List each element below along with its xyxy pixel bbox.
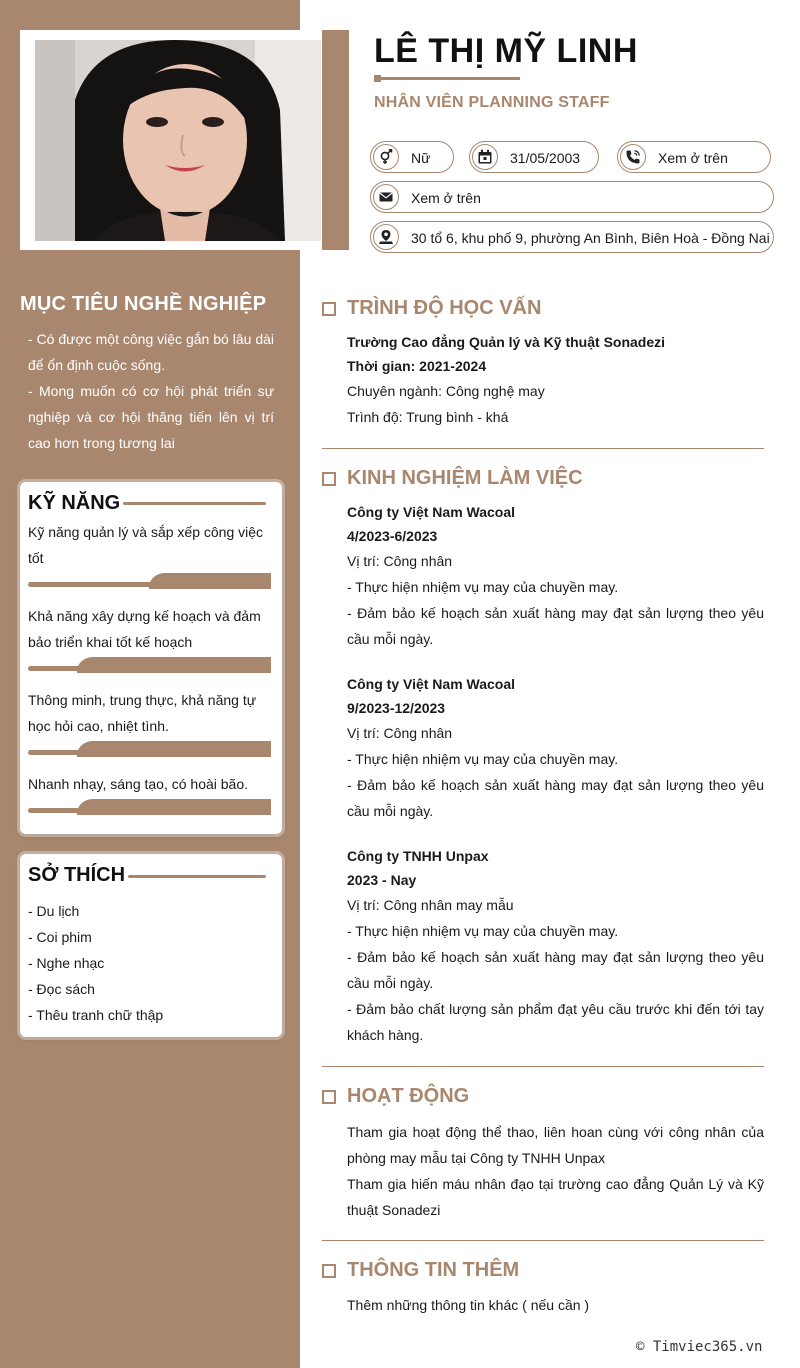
objective-body — [28, 326, 274, 456]
job-entry — [347, 844, 764, 1048]
job-duty: - Thực hiện nhiệm vụ may của chuyền may. — [347, 579, 619, 595]
phone-field[interactable] — [617, 141, 771, 173]
job-company: Công ty Việt Nam Wacoal — [347, 504, 516, 520]
job-company: Công ty TNHH Unpax — [347, 848, 489, 864]
skill-label: Khả năng xây dựng kế hoạch và đảm bảo triển khai tốt kế hoạch — [28, 608, 261, 650]
section-marker — [322, 1090, 336, 1104]
phone-value: Xem ở trên — [658, 150, 728, 166]
job-duty: - Đảm bảo kế hoạch sản xuất hàng may đạt sản lượng theo yêu cầu mỗi ngày. — [347, 605, 764, 647]
section-marker — [322, 1264, 336, 1278]
additional-text: Thêm những thông tin khác ( nếu cần ) — [347, 1297, 590, 1313]
skill-label: Nhanh nhạy, sáng tạo, có hoài bão. — [28, 776, 249, 792]
candidate-name: LÊ THỊ MỸ LINH — [374, 32, 638, 70]
calendar-icon — [472, 144, 498, 170]
activities-title: HOẠT ĐỘNG — [347, 1085, 470, 1107]
job-duty: - Đảm bảo kế hoạch sản xuất hàng may đạt sản lượng theo yêu cầu mỗi ngày. — [347, 777, 764, 819]
job-position: Vị trí: Công nhân — [347, 725, 453, 741]
education-block — [347, 330, 764, 430]
name-underline-dot — [374, 75, 381, 82]
skill-level-bar — [28, 657, 271, 673]
email-value: Xem ở trên — [411, 190, 481, 206]
photo-accent-bar — [322, 30, 349, 250]
objective-line: - Mong muốn có cơ hội phát triển sự nghiệp và cơ hội thăng tiến lên vị trí cao hơn trong tương lai — [28, 383, 274, 451]
gender-icon — [373, 144, 399, 170]
location-pin-icon — [373, 224, 399, 250]
skill-bar-fill — [77, 741, 271, 757]
job-period: 4/2023-6/2023 — [347, 528, 438, 544]
name-underline — [374, 77, 520, 80]
job-duty: - Đảm bảo chất lượng sản phẩm đạt yêu cầu trước khi đến tới tay khách hàng. — [347, 1001, 764, 1043]
address-field — [370, 221, 774, 253]
gender-field — [370, 141, 454, 173]
school-name: Trường Cao đẳng Quản lý và Kỹ thuật Sonadezi — [347, 334, 666, 350]
list-item: - Coi phim — [28, 929, 92, 945]
watermark: © Timviec365.vn — [636, 1339, 763, 1355]
skill-level-bar — [28, 799, 271, 815]
activity-line: Tham gia hiến máu nhân đạo tại trường cao đẳng Quản Lý và Kỹ thuật Sonadezi — [347, 1176, 764, 1218]
job-position: Vị trí: Công nhân — [347, 553, 453, 569]
gender-value: Nữ — [411, 150, 431, 166]
skill-level-bar — [28, 741, 271, 757]
section-divider — [322, 1240, 764, 1241]
activities-block — [347, 1119, 764, 1223]
list-item: - Nghe nhạc — [28, 955, 105, 971]
mail-icon — [373, 184, 399, 210]
job-period: 9/2023-12/2023 — [347, 700, 446, 716]
avatar — [35, 40, 321, 241]
job-company: Công ty Việt Nam Wacoal — [347, 676, 516, 692]
list-item: - Du lịch — [28, 903, 80, 919]
education-title: TRÌNH ĐỘ HỌC VẤN — [347, 297, 542, 319]
objective-title: MỤC TIÊU NGHỀ NGHIỆP — [20, 293, 267, 315]
education-grade: Trình độ: Trung bình - khá — [347, 409, 509, 425]
skill-label: Kỹ năng quản lý và sắp xếp công việc tốt — [28, 524, 264, 566]
education-time: Thời gian: 2021-2024 — [347, 358, 487, 374]
skills-title-line — [123, 502, 266, 505]
experience-title: KINH NGHIỆM LÀM VIỆC — [347, 467, 583, 489]
additional-title: THÔNG TIN THÊM — [347, 1259, 520, 1281]
section-marker — [322, 302, 336, 316]
section-marker — [322, 472, 336, 486]
avatar-illustration — [35, 40, 321, 241]
job-title: NHÂN VIÊN PLANNING STAFF — [374, 94, 610, 111]
activity-line: Tham gia hoạt động thể thao, liên hoan cùng với công nhân của phòng may mẫu tại Công ty TNHH Unpax — [347, 1124, 764, 1166]
job-duty: - Đảm bảo kế hoạch sản xuất hàng may đạt sản lượng theo yêu cầu mỗi ngày. — [347, 949, 764, 991]
list-item: - Đọc sách — [28, 981, 95, 997]
skill-bar-fill — [77, 799, 271, 815]
skills-card — [20, 482, 282, 834]
skill-level-bar — [28, 573, 271, 589]
birthday-field — [469, 141, 599, 173]
section-divider — [322, 1066, 764, 1067]
address-value: 30 tổ 6, khu phố 9, phường An Bình, Biên Hoà - Đồng Nai — [411, 230, 770, 246]
phone-icon — [620, 144, 646, 170]
job-entry — [347, 672, 764, 824]
birthday-value: 31/05/2003 — [510, 150, 581, 166]
job-duty: - Thực hiện nhiệm vụ may của chuyền may. — [347, 751, 619, 767]
job-entry — [347, 500, 764, 652]
job-duty: - Thực hiện nhiệm vụ may của chuyền may. — [347, 923, 619, 939]
hobbies-card — [20, 854, 282, 1037]
additional-block — [347, 1292, 764, 1318]
job-position: Vị trí: Công nhân may mẫu — [347, 897, 514, 913]
list-item: - Thêu tranh chữ thập — [28, 1007, 164, 1023]
education-major: Chuyên ngành: Công nghệ may — [347, 383, 545, 399]
objective-line: - Có được một công việc gắn bó lâu dài để ổn định cuộc sống. — [28, 331, 274, 373]
email-field[interactable] — [370, 181, 774, 213]
skills-title: KỸ NĂNG — [28, 492, 121, 514]
skill-label: Thông minh, trung thực, khả năng tự học hỏi cao, nhiệt tình. — [28, 692, 257, 734]
skill-bar-fill — [149, 573, 271, 589]
skill-bar-fill — [77, 657, 271, 673]
hobbies-title: SỞ THÍCH — [28, 864, 126, 886]
job-period: 2023 - Nay — [347, 872, 417, 888]
hobby-list — [28, 898, 163, 1028]
hobbies-title-line — [128, 875, 266, 878]
section-divider — [322, 448, 764, 449]
